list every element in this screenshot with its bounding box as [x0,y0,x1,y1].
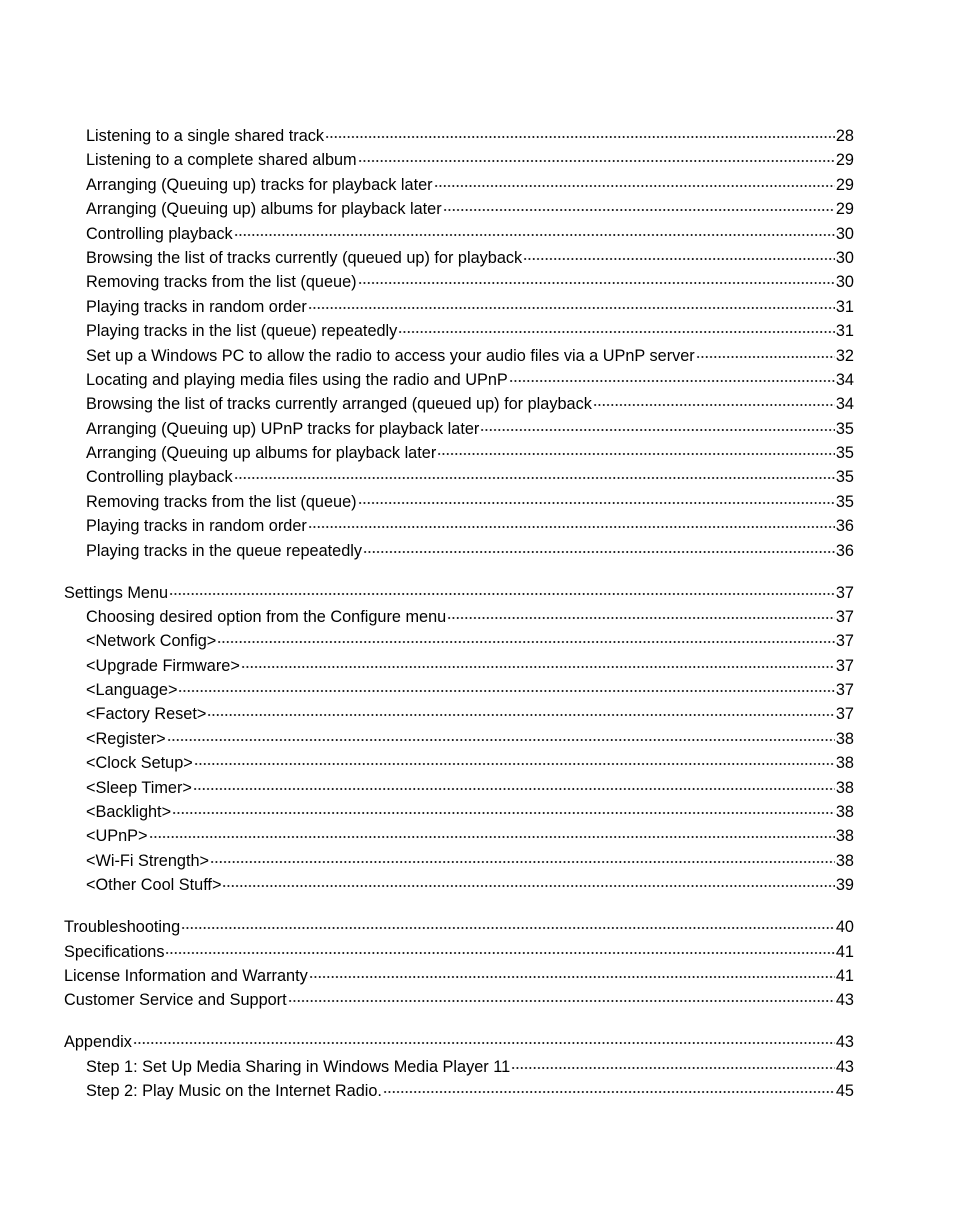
toc-entry-title: Step 1: Set Up Media Sharing in Windows Media Player 11 [86,1057,511,1076]
toc-entry[interactable] [64,727,854,751]
toc-entry[interactable] [64,465,854,489]
toc-entry[interactable] [64,368,854,392]
toc-entry-page-number: 29 [835,200,854,219]
toc-entry-title: Listening to a single shared track [86,127,325,145]
toc-entry-title: <Backlight> [86,803,172,822]
toc-entry-title: Settings Menu [64,583,169,602]
dot-leader [509,380,835,382]
toc-entry-page-number: 30 [835,248,854,267]
toc-entry-title: <Language> [86,681,178,700]
toc-entry-title: Removing tracks from the list (queue) [86,273,357,292]
dot-leader [288,1000,835,1002]
toc-section [64,581,854,898]
dot-leader [167,739,835,741]
toc-entry-page-number: 37 [835,632,854,651]
dot-leader [511,1067,835,1069]
toc-entry[interactable] [64,173,854,197]
dot-leader [358,282,835,284]
dot-leader [169,593,835,595]
toc-entry-title: Locating and playing media files using the radio and UPnP [86,370,508,389]
dot-leader [383,1091,835,1093]
toc-entry-page-number: 35 [835,444,854,463]
toc-section [64,915,854,1013]
toc-entry-page-number: 36 [835,517,854,536]
toc-entry-page-number: 28 [835,127,854,145]
toc-entry[interactable] [64,849,854,873]
toc-entry[interactable] [64,539,854,563]
dot-leader [358,502,835,504]
dot-leader [241,666,835,668]
toc-entry-page-number: 39 [835,876,854,895]
toc-entry[interactable] [64,246,854,270]
toc-entry[interactable] [64,873,854,897]
toc-entry-page-number: 37 [835,656,854,675]
toc-entry-page-number: 32 [835,346,854,365]
toc-entry[interactable] [64,915,854,939]
dot-leader [149,836,835,838]
toc-entry-page-number: 38 [835,803,854,822]
toc-entry[interactable] [64,988,854,1012]
toc-entry-page-number: 38 [835,827,854,846]
toc-entry-title: Appendix [64,1033,132,1052]
dot-leader [308,307,835,309]
toc-entry[interactable] [64,678,854,702]
toc-entry[interactable] [64,490,854,514]
dot-leader [193,788,835,790]
toc-entry[interactable] [64,824,854,848]
toc-entry-page-number: 37 [835,705,854,724]
toc-entry[interactable] [64,417,854,441]
toc-entry-title: <Network Config> [86,632,217,651]
toc-entry-title: Arranging (Queuing up) UPnP tracks for playback later [86,419,480,438]
toc-entry[interactable] [64,940,854,964]
toc-entry-title: Step 2: Play Music on the Internet Radio. [86,1081,382,1100]
toc-entry-page-number: 34 [835,395,854,414]
dot-leader [309,976,835,978]
toc-entry-title: <UPnP> [86,827,148,846]
toc-entry-title: Playing tracks in random order [86,517,307,536]
dot-leader [207,714,835,716]
toc-entry-page-number: 38 [835,778,854,797]
dot-leader [437,453,835,455]
toc-entry-title: Choosing desired option from the Configure menu [86,607,447,626]
toc-entry[interactable] [64,605,854,629]
toc-entry-title: Troubleshooting [64,918,181,937]
toc-entry[interactable] [64,964,854,988]
toc-entry-page-number: 31 [835,322,854,341]
dot-leader [480,429,835,431]
toc-entry[interactable] [64,319,854,343]
toc-entry[interactable] [64,1030,854,1054]
toc-entry-title: Arranging (Queuing up albums for playback later [86,444,437,463]
toc-entry[interactable] [64,222,854,246]
dot-leader [523,258,835,260]
toc-entry[interactable] [64,295,854,319]
dot-leader [308,526,835,528]
toc-entry-title: Arranging (Queuing up) albums for playback later [86,200,442,219]
toc-entry[interactable] [64,441,854,465]
toc-entry[interactable] [64,1079,854,1103]
toc-entry[interactable] [64,270,854,294]
toc-entry-page-number: 31 [835,297,854,316]
toc-entry-title: Playing tracks in the list (queue) repeatedly [86,322,398,341]
toc-entry-title: <Clock Setup> [86,754,193,773]
toc-entry-title: Listening to a complete shared album [86,151,357,170]
toc-entry[interactable] [64,800,854,824]
dot-leader [358,160,835,162]
dot-leader [165,952,834,954]
toc-entry-page-number: 35 [835,492,854,511]
toc-entry-title: Specifications [64,942,165,961]
toc-entry-title: Arranging (Queuing up) tracks for playback later [86,175,433,194]
toc-entry-title: Controlling playback [86,224,233,243]
toc-entry[interactable] [64,514,854,538]
toc-entry-page-number: 29 [835,175,854,194]
toc-entry-page-number: 37 [835,607,854,626]
toc-entry[interactable] [64,148,854,172]
toc-entry[interactable] [64,344,854,368]
dot-leader [325,136,835,138]
toc-entry-page-number: 30 [835,273,854,292]
dot-leader [696,356,835,358]
toc-entry-page-number: 35 [835,468,854,487]
dot-leader [172,812,835,814]
dot-leader [222,885,834,887]
dot-leader [178,690,834,692]
toc-entry-page-number: 36 [835,541,854,560]
toc-entry[interactable] [64,654,854,678]
dot-leader [194,763,835,765]
dot-leader [234,234,835,236]
toc-entry-title: Playing tracks in the queue repeatedly [86,541,363,560]
dot-leader [593,404,835,406]
toc-entry-page-number: 38 [835,754,854,773]
toc-entry-page-number: 29 [835,151,854,170]
toc-entry-page-number: 37 [835,583,854,602]
toc-entry-title: Browsing the list of tracks currently arranged (queued up) for playback [86,395,592,414]
toc-entry[interactable] [64,776,854,800]
toc-section [64,124,854,563]
toc-entry-page-number: 40 [835,918,854,937]
toc-entry[interactable] [64,1055,854,1079]
dot-leader [181,927,835,929]
toc-entry[interactable] [64,581,854,605]
toc-entry-page-number: 43 [835,1057,854,1076]
dot-leader [217,641,835,643]
toc-entry-title: <Other Cool Stuff> [86,876,222,895]
toc-entry-page-number: 41 [835,942,854,961]
toc-entry[interactable] [64,751,854,775]
toc-entry-title: <Sleep Timer> [86,778,192,797]
toc-entry[interactable] [64,629,854,653]
dot-leader [210,861,835,863]
toc-entry-page-number: 34 [835,370,854,389]
toc-entry-title: <Factory Reset> [86,705,207,724]
toc-entry-page-number: 38 [835,851,854,870]
toc-entry-page-number: 43 [835,991,854,1010]
toc-entry-page-number: 45 [835,1081,854,1100]
toc-entry-page-number: 37 [835,681,854,700]
toc-entry-page-number: 30 [835,224,854,243]
dot-leader [434,185,835,187]
toc-entry[interactable] [64,702,854,726]
toc-entry-title: <Wi-Fi Strength> [86,851,210,870]
toc-section [64,1030,854,1103]
dot-leader [398,331,835,333]
toc-entry-title: License Information and Warranty [64,966,308,985]
toc-entry[interactable] [64,124,854,148]
dot-leader [363,551,835,553]
toc-entry-title: Browsing the list of tracks currently (queued up) for playback [86,248,523,267]
dot-leader [443,209,835,211]
toc-entry-title: <Register> [86,729,166,748]
dot-leader [133,1042,835,1044]
toc-entry-page-number: 41 [835,966,854,985]
toc-entry-title: Controlling playback [86,468,233,487]
dot-leader [447,617,835,619]
dot-leader [234,477,835,479]
toc-entry-title: Removing tracks from the list (queue) [86,492,357,511]
toc-entry[interactable] [64,197,854,221]
toc-entry-title: Set up a Windows PC to allow the radio to access your audio files via a UPnP server [86,346,695,365]
table-of-contents [64,124,854,1103]
toc-entry-page-number: 35 [835,419,854,438]
toc-entry-title: <Upgrade Firmware> [86,656,240,675]
toc-entry[interactable] [64,392,854,416]
toc-entry-title: Customer Service and Support [64,991,287,1010]
toc-entry-page-number: 38 [835,729,854,748]
toc-entry-title: Playing tracks in random order [86,297,307,316]
toc-entry-page-number: 43 [835,1033,854,1052]
